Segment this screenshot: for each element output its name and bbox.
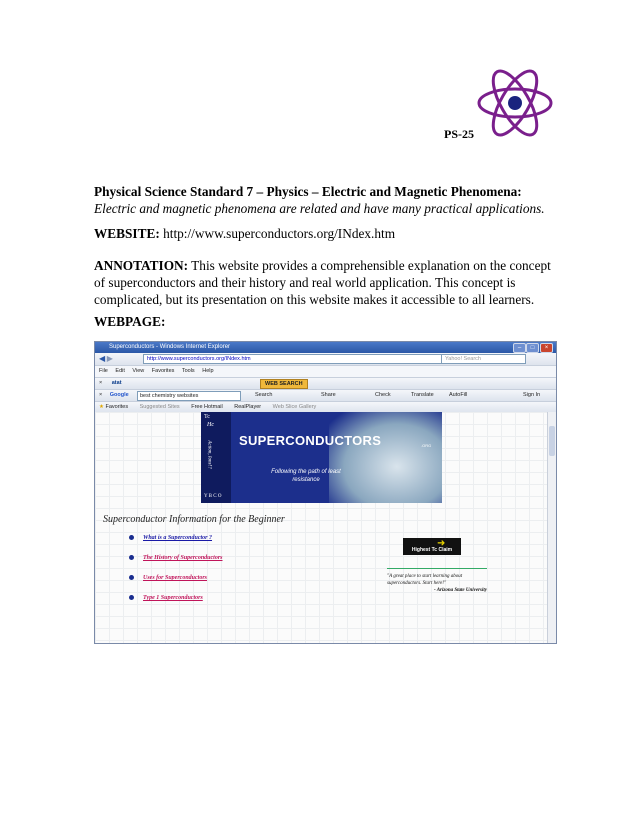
menu-edit[interactable]: Edit	[115, 368, 125, 374]
menu-favorites[interactable]: Favorites	[151, 368, 175, 374]
link-bullet-icon	[129, 595, 134, 600]
close-toolbar-icon[interactable]: ×	[99, 380, 103, 386]
banner-logo-ybco: Y B C O	[204, 494, 222, 499]
autofill-button[interactable]: AutoFill	[449, 392, 468, 398]
toolbar-google	[95, 390, 556, 402]
annotation-paragraph	[94, 257, 554, 308]
page-content	[95, 412, 547, 643]
website-label: WEBSITE:	[94, 226, 160, 241]
banner-logo-strip	[201, 412, 231, 503]
fav-web-slice-gallery[interactable]: Web Slice Gallery	[272, 404, 317, 410]
doc-code: PS-25	[444, 127, 474, 141]
menu-view[interactable]: View	[132, 368, 145, 374]
share-button[interactable]: Share	[321, 392, 336, 398]
close-google-icon[interactable]: ×	[99, 392, 103, 398]
google-brand: Google	[109, 392, 129, 398]
standard-paragraph	[94, 183, 554, 217]
quote-text: "A great place to start learning about superconductors. Start here!"	[387, 574, 463, 586]
banner-logo-hc: Hc	[207, 422, 214, 428]
forward-icon[interactable]: ▶	[106, 354, 113, 363]
toolbar-atat	[95, 378, 556, 390]
link-bullet-icon	[129, 535, 134, 540]
menu-file[interactable]: File	[99, 368, 108, 374]
vertical-scrollbar[interactable]	[547, 412, 556, 643]
link-bullet-icon	[129, 575, 134, 580]
banner-logo-tc: Tc	[204, 414, 210, 420]
banner-title: SUPERCONDUCTORS	[239, 433, 382, 448]
quote-attribution: - Arizona State University	[433, 588, 487, 593]
website-url[interactable]: http://www.superconductors.org/INdex.htm	[163, 226, 396, 241]
atom-nucleus	[508, 96, 522, 110]
banner-image	[329, 412, 442, 503]
favorites-star-icon[interactable]: ★	[99, 404, 104, 410]
link-uses[interactable]: Uses for Superconductors	[143, 575, 208, 581]
favorites-button[interactable]: Favorites	[105, 404, 129, 410]
banner-tagline: Following the path of least resistance	[271, 469, 341, 483]
link-bullet-icon	[129, 555, 134, 560]
fav-realplayer[interactable]: RealPlayer	[234, 404, 262, 410]
highest-tc-claim-button[interactable]	[403, 538, 461, 555]
annotation-label: ANNOTATION:	[94, 258, 189, 273]
close-button[interactable]: ×	[540, 343, 553, 353]
web-search-button[interactable]: WEB SEARCH	[260, 379, 308, 389]
fav-free-hotmail[interactable]: Free Hotmail	[191, 404, 223, 410]
fav-suggested-sites[interactable]: Suggested Sites	[139, 404, 180, 410]
sign-in-button[interactable]: Sign In	[523, 392, 541, 398]
arrow-icon: ➜	[437, 538, 446, 549]
annotation-text: This website provides a comprehensible explanation on the concept of superconductors and their history and real world application. This concept is complicated, but its presentation on this website makes it accessible to all learners.	[94, 258, 551, 307]
google-query-input[interactable]: best chemistry websites	[137, 391, 241, 401]
minimize-button[interactable]: –	[513, 343, 526, 353]
webpage-label-text: WEBPAGE:	[94, 314, 166, 329]
google-search-button[interactable]: Search	[255, 392, 273, 398]
check-button[interactable]: Check	[375, 392, 391, 398]
website-paragraph	[94, 225, 554, 242]
link-what-is[interactable]: What is a Superconductor ?	[143, 535, 213, 541]
testimonial	[387, 568, 487, 594]
maximize-button[interactable]: □	[526, 343, 539, 353]
highest-tc-claim-label: Highest Tc Claim	[411, 547, 453, 553]
site-banner[interactable]	[201, 412, 442, 503]
menu-bar	[95, 366, 556, 378]
atom-logo	[476, 64, 554, 144]
banner-vertical-text: Action, Ions!?	[206, 440, 212, 469]
page-heading: Superconductor Information for the Beginner	[103, 514, 285, 525]
atat-brand: atat	[111, 380, 122, 386]
link-history[interactable]: The History of Superconductors	[143, 555, 223, 561]
back-icon[interactable]: ◀	[99, 354, 106, 363]
address-input[interactable]: http://www.superconductors.org/INdex.htm	[143, 354, 458, 364]
scrollbar-thumb[interactable]	[549, 426, 555, 456]
standard-title: Physical Science Standard 7 – Physics – Electric and Magnetic Phenomena:	[94, 184, 522, 199]
browser-screenshot	[94, 341, 557, 644]
menu-tools[interactable]: Tools	[181, 368, 195, 374]
banner-org: .ORG	[421, 443, 432, 448]
link-type1[interactable]: Type 1 Superconductors	[143, 595, 203, 601]
webpage-label	[94, 313, 554, 330]
address-bar-row	[95, 353, 556, 366]
translate-button[interactable]: Translate	[411, 392, 434, 398]
window-titlebar	[95, 342, 556, 353]
search-input[interactable]: Yahoo! Search	[441, 354, 526, 364]
quote-divider	[387, 568, 487, 569]
standard-description: Electric and magnetic phenomena are related and have many practical applications.	[94, 201, 545, 216]
menu-help[interactable]: Help	[202, 368, 214, 374]
window-title: Superconductors - Windows Internet Explorer	[109, 344, 231, 350]
